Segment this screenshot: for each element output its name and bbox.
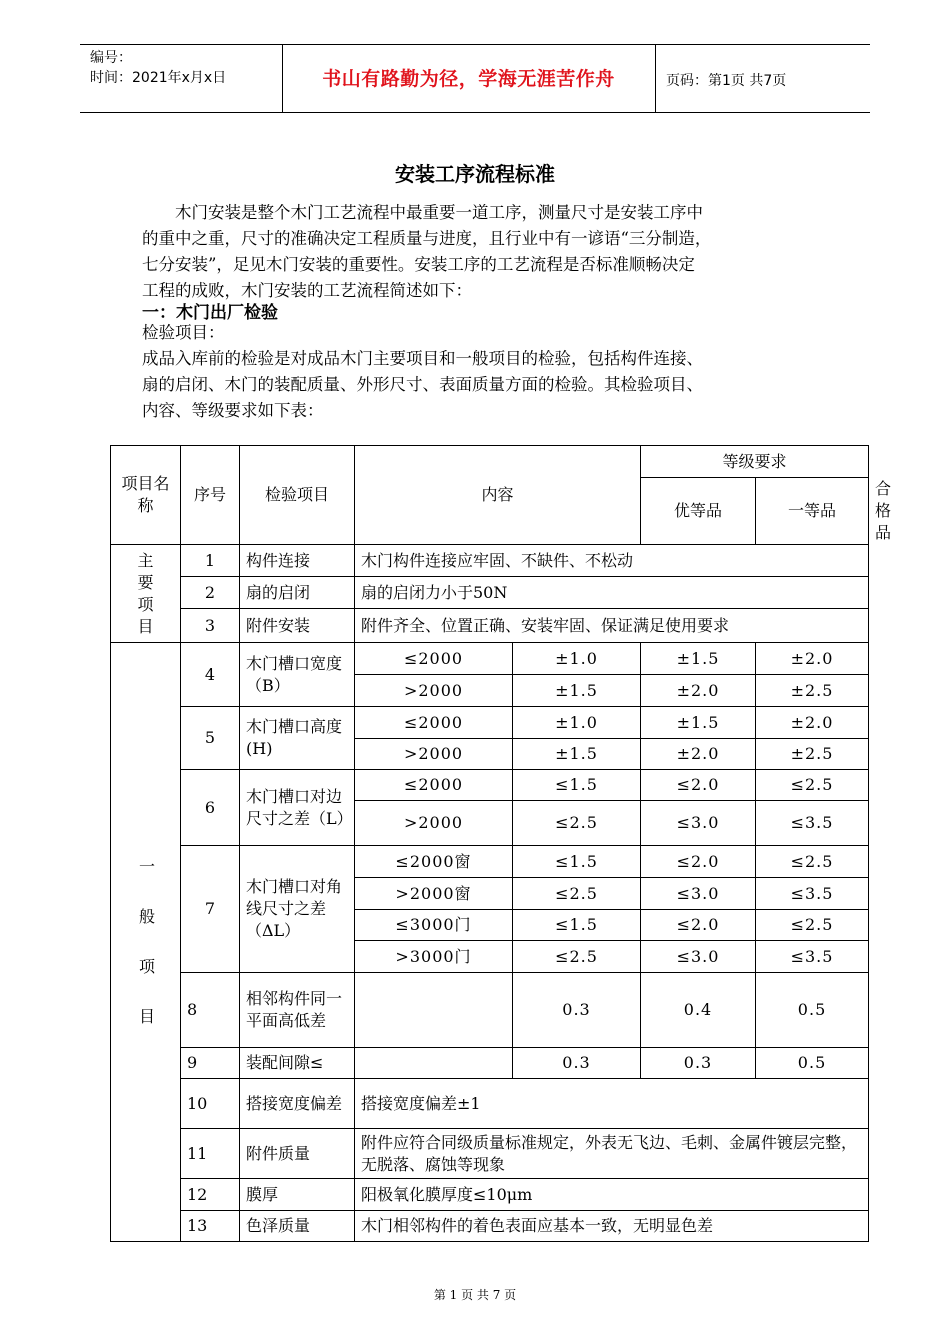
table-row [111,609,869,643]
row-content: 附件应符合同级质量标准规定，外表无飞边、毛刺、金属件镀层完整，无脱落、腐蚀等现象 [355,1129,869,1179]
row-number: 6 [181,770,240,846]
value-qualified: ≤3.5 [756,878,869,910]
description-line: 内容、等级要求如下表： [142,401,324,420]
header-number: 编号： [90,50,132,66]
header-bottom-rule [80,112,870,113]
table-row [111,545,869,577]
row-number: 3 [181,609,240,643]
header-divider-right [655,44,656,112]
value-qualified: ±2.0 [756,707,869,739]
row-condition-empty [355,1048,513,1079]
table-row [111,1129,869,1179]
value-qualified: ±2.5 [756,739,869,770]
row-item: 色泽质量 [240,1211,355,1242]
row-item: 木门槽口对角线尺寸之差（ΔL） [240,846,355,973]
row-number: 5 [181,707,240,770]
header-no: 序号 [181,446,240,545]
row-number: 10 [181,1079,240,1129]
section-heading: 一：木门出厂检验 [142,303,278,323]
table-row [111,643,869,675]
row-content: 搭接宽度偏差±1 [355,1079,869,1129]
value-qualified: ≤2.5 [756,910,869,941]
row-content: 附件齐全、位置正确、安装牢固、保证满足使用要求 [355,609,869,643]
table-row [111,577,869,609]
value-excellent: 0.3 [513,1048,641,1079]
row-item: 木门槽口宽度（B） [240,643,355,707]
description-line: 扇的启闭、木门的装配质量、外形尺寸、表面质量方面的检验。其检验项目、 [142,375,703,394]
row-number: 11 [181,1129,240,1179]
value-qualified: ±2.0 [756,643,869,675]
value-excellent: ≤2.5 [513,878,641,910]
row-condition-empty [355,973,513,1048]
value-first: ±2.0 [641,739,756,770]
table-row [111,707,869,739]
row-item: 构件连接 [240,545,355,577]
table-row [111,1179,869,1211]
header-category: 项目名称 [111,446,181,545]
value-first: ±1.5 [641,643,756,675]
row-item: 附件安装 [240,609,355,643]
header-page-number: 页码：第1页 共7页 [666,73,787,89]
page-footer: 第 1 页 共 7 页 [433,1288,517,1302]
value-excellent: ≤1.5 [513,910,641,941]
value-first: 0.3 [641,1048,756,1079]
value-excellent: ≤2.5 [513,941,641,973]
row-item: 附件质量 [240,1129,355,1179]
row-content: 扇的启闭力小于50N [355,577,869,609]
row-condition: >2000 [355,675,513,707]
description-line: 成品入库前的检验是对成品木门主要项目和一般项目的检验，包括构件连接、 [142,349,703,368]
header-row [111,446,869,478]
value-first: ±2.0 [641,675,756,707]
row-item: 木门槽口高度(H) [240,707,355,770]
header-grade: 等级要求 [641,446,869,478]
row-condition: ≤2000窗 [355,846,513,878]
value-qualified: ±2.5 [756,675,869,707]
row-number: 13 [181,1211,240,1242]
header-excellent: 优等品 [641,478,756,545]
value-qualified: ≤2.5 [756,846,869,878]
table-row [111,1211,869,1242]
row-content: 木门构件连接应牢固、不缺件、不松动 [355,545,869,577]
value-excellent: ±1.0 [513,707,641,739]
table-row [111,846,869,878]
value-first: ≤2.0 [641,770,756,801]
row-item: 扇的启闭 [240,577,355,609]
value-excellent: ≤2.5 [513,801,641,846]
row-condition: ≤2000 [355,707,513,739]
table-row [111,1048,869,1079]
row-condition: ≤2000 [355,770,513,801]
value-first: ≤2.0 [641,910,756,941]
row-item: 搭接宽度偏差 [240,1079,355,1129]
value-first: ≤3.0 [641,878,756,910]
value-qualified: ≤3.5 [756,801,869,846]
header-top-rule [80,44,870,45]
inspection-label: 检验项目： [142,323,225,342]
table-row [111,770,869,801]
row-condition: ≤2000 [355,643,513,675]
intro-line: 七分安装”，足见木门安装的重要性。安装工序的工艺流程是否标准顺畅决定 [142,255,695,274]
page-header [80,44,870,112]
row-number: 1 [181,545,240,577]
category-main: 主要项目 [111,545,181,643]
row-number: 8 [181,973,240,1048]
intro-line: 的重中之重，尺寸的准确决定工程质量与进度，且行业中有一谚语“三分制造， [142,229,712,248]
header-row: 优等品 一等品 合格品 [111,478,869,545]
value-first: ≤3.0 [641,801,756,846]
header-time: 时间：2021年x月x日 [90,70,227,86]
inspection-table [110,445,892,1242]
row-content: 阳极氧化膜厚度≤10μm [355,1179,869,1211]
document-title: 安装工序流程标准 [395,162,555,186]
value-excellent: ≤1.5 [513,846,641,878]
row-condition: ≤3000门 [355,910,513,941]
value-qualified: 0.5 [756,973,869,1048]
header-first: 一等品 [756,478,869,545]
row-number: 7 [181,846,240,973]
value-excellent: ±1.0 [513,643,641,675]
row-content: 木门相邻构件的着色表面应基本一致，无明显色差 [355,1211,869,1242]
value-qualified: ≤3.5 [756,941,869,973]
value-qualified: 0.5 [756,1048,869,1079]
value-first: 0.4 [641,973,756,1048]
row-item: 膜厚 [240,1179,355,1211]
row-number: 4 [181,643,240,707]
row-item: 木门槽口对边尺寸之差（L） [240,770,355,846]
header-meta [90,48,226,88]
intro-line: 木门安装是整个木门工艺流程中最重要一道工序，测量尺寸是安装工序中 [142,203,703,222]
value-excellent: ≤1.5 [513,770,641,801]
row-condition: >2000 [355,739,513,770]
value-first: ±1.5 [641,707,756,739]
header-motto: 书山有路勤为径，学海无涯苦作舟 [322,68,615,90]
row-condition: >3000门 [355,941,513,973]
row-condition: >2000窗 [355,878,513,910]
value-excellent: ±1.5 [513,675,641,707]
row-item: 相邻构件同一平面高低差 [240,973,355,1048]
header-content: 内容 [355,446,641,545]
intro-line: 工程的成败，木门安装的工艺流程简述如下： [142,281,472,300]
row-number: 12 [181,1179,240,1211]
value-qualified: ≤2.5 [756,770,869,801]
value-excellent: ±1.5 [513,739,641,770]
table-row [111,1079,869,1129]
value-excellent: 0.3 [513,973,641,1048]
description-paragraph [142,346,822,424]
category-general: 一般项目 [111,643,181,1242]
intro-paragraph [142,200,822,304]
row-item: 装配间隙≤ [240,1048,355,1079]
table-row [111,973,869,1048]
value-first: ≤2.0 [641,846,756,878]
header-item: 检验项目 [240,446,355,545]
row-number: 9 [181,1048,240,1079]
row-number: 2 [181,577,240,609]
row-condition: >2000 [355,801,513,846]
value-first: ≤3.0 [641,941,756,973]
